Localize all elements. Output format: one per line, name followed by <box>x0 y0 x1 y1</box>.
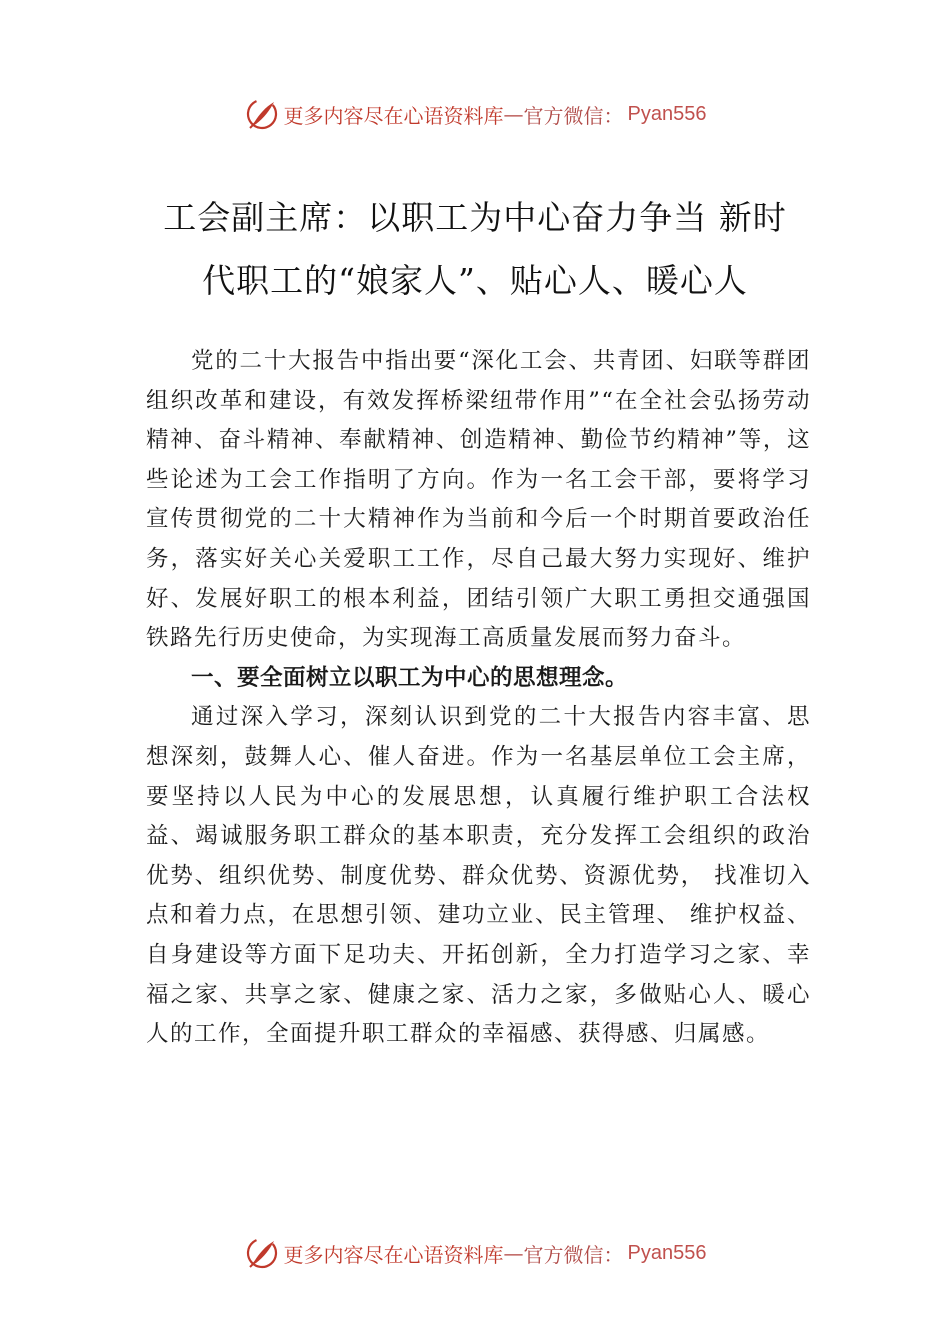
watermark-banner-bottom <box>0 1233 950 1273</box>
title-line-2: 代职工的“娘家人”、贴心人、暖心人 <box>202 261 748 300</box>
watermark-separator: — <box>503 102 524 126</box>
document-body <box>146 342 811 1055</box>
quill-logo-icon <box>244 96 280 132</box>
watermark-main-text: 更多内容尽在心语资料库 <box>283 1242 504 1267</box>
paragraph-intro: 党的二十大报告中指出要“深化工会、共青团、妇联等群团组织改革和建设，有效发挥桥梁纽带作用”“在全社会弘扬劳动精神、奋斗精神、奉献精神、创造精神、勤俭节约精神”等，这些论述为工会工作指明了方向。作为一名工会干部，要将学习宣传贯彻党的二十大精神作为当前和今后一个时期首要政治任务，落实好关心关爱职工工作，尽自己最大努力实现好、维护好、发展好职工的根本利益，团结引领广大职工勇担交通强国铁路先行历史使命，为实现海工高质量发展而努力奋斗。 <box>146 348 811 652</box>
watermark-wechat-id: Pyan556 <box>627 102 707 125</box>
watermark-main-text: 更多内容尽在心语资料库 <box>283 103 504 128</box>
watermark-wechat-id: Pyan556 <box>627 1241 707 1264</box>
watermark-banner-top <box>0 94 950 134</box>
section-heading-1: 一、要全面树立以职工为中心的思想理念。 <box>191 664 629 691</box>
quill-logo-icon <box>244 1235 280 1271</box>
watermark-wechat-label: 官方微信： <box>523 1242 624 1267</box>
watermark-wechat-label: 官方微信： <box>523 103 624 128</box>
paragraph-section-1: 通过深入学习，深刻认识到党的二十大报告内容丰富、思想深刻，鼓舞人心、催人奋进。作为一名基层单位工会主席，要坚持以人民为中心的发展思想，认真履行维护职工合法权益、竭诚服务职工群众的基本职责，充分发挥工会组织的政治优势、组织优势、制度优势、群众优势、资源优势， 找准切入点和着力点，在思想引领、建功立业、民主管理、 维护权益、自身建设等方面下足功夫、开拓创新，全力打造学习之家、幸福之家、共享之家、健康之家、活力之家，多做贴心人、暖心人的工作，全面提升职工群众的幸福感、获得感、归属感。 <box>146 704 811 1048</box>
title-line-1: 工会副主席：以职工为中心奋力争当 新时 <box>163 198 787 237</box>
document-title <box>120 186 830 312</box>
watermark-separator: — <box>503 1241 524 1265</box>
